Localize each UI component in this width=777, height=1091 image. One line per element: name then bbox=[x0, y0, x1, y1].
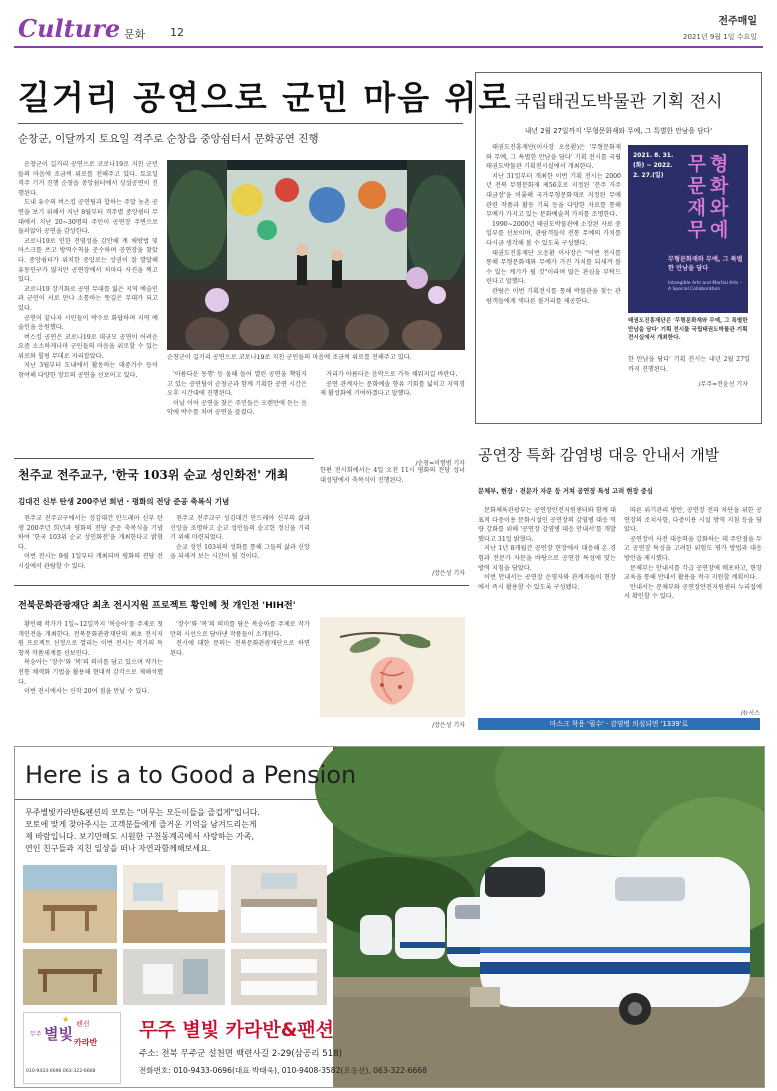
hih-top-rule bbox=[14, 585, 469, 586]
logo-star-icon: ★ bbox=[62, 1015, 70, 1024]
ad-intro bbox=[25, 807, 325, 855]
poster-subtitle: 무형문화재와 무예, 그 특별한 만남을 담다 bbox=[668, 256, 743, 272]
poster-title-char: 재 bbox=[687, 197, 710, 219]
hih-col1 bbox=[18, 620, 163, 732]
lead-paragraph: 공연이 끝나자 시민들이 박수로 화답하며 지역 예술인을 응원했다. bbox=[18, 314, 158, 332]
ad-thumb-interior bbox=[123, 865, 225, 943]
masthead-rule bbox=[14, 46, 763, 48]
lead-col1 bbox=[18, 160, 158, 470]
lead-paragraph: 코로나19 장기화로 공연 무대를 잃은 지역 예술인과 군민이 서로 만나 소통하는 뜻깊은 무대가 되고 있다. bbox=[18, 285, 158, 312]
poster-caption: 태권도진흥재단은 '무형문화재와 무예, 그 특별한 만남을 담다' 기획 전시를 국립태권도박물관 기획전시실에서 개최한다. bbox=[628, 318, 748, 342]
museum-paragraph: 태권도진흥재단 오응환 이사장은 "이번 전시를 통해 무형문화재와 무예가 가진 가치를 되새겨 볼 수 있는 계기가 될 것"이라며 많은 관심을 부탁드린다고 말했다. bbox=[486, 249, 621, 286]
cathedral-paragraph: 이번 전시는 9월 1일부터 개최되며 평화의 전당 전시실에서 관람할 수 있다. bbox=[18, 553, 163, 570]
hih-headline: 전북문화관광재단 최초 전시지원 프로젝트 황인혜 첫 개인전 'HIH전' bbox=[18, 600, 296, 611]
hih-paragraph: '장수'와 '복'의 의미를 담은 복숭아를 주제로 작가만의 시선으로 담아낸 작품들이 소개된다. bbox=[170, 621, 310, 638]
peach-icon bbox=[320, 617, 465, 717]
lead-paragraph: 도내 유수의 버스킹 공연팀과 합하는 주말 농촌 공연을 보기 위해서 지난 8월부터 격주별 중앙쉼터 무대에서 지난 20~30명의 주민이 공연장 주변으로 둘러앉아 공연을 감상한다. bbox=[18, 199, 158, 236]
venue-subhead: 문체부, 현장 · 전문가 자문 등 거쳐 공연장 특성 고려 현장 중심 bbox=[478, 488, 653, 495]
exhibition-poster bbox=[628, 145, 748, 313]
lead-rule bbox=[18, 123, 463, 124]
pension-ad bbox=[14, 746, 765, 1088]
ad-intro-line: 모토에 맞게 찾아주시는 고객분들에게 즐거운 기억을 남겨드리는게 bbox=[25, 820, 257, 829]
ad-title-rule bbox=[15, 799, 333, 800]
ad-thumb-table bbox=[23, 949, 117, 1005]
venue-paragraph: 문화체육관광부는 공연장안전지원센터와 함께 대표적 다중이용 문화시설인 공연장의 감염병 대응 역량 강화를 위해 '공연장 감염병 대응 안내서'를 개발했다고 31일 밝혔다. bbox=[478, 507, 616, 543]
lead-photo bbox=[167, 160, 465, 350]
venue-paragraph: 문체부는 안내서를 각급 공연장에 배포하고, 현장 교육을 통해 안내서 활용을 적극 지원할 계획이다. bbox=[624, 564, 762, 582]
venue-paragraph: 지난 1년 8개월간 공연장 현장에서 대응해 온 경험과 전문가 자문을 바탕으로 공연장 특성에 맞는 방역 지침을 담았다. bbox=[478, 545, 616, 572]
lead-subhead: 순창군, 이달까지 토요일 격주로 순창읍 중앙쉼터서 문화공연 진행 bbox=[18, 133, 319, 145]
ad-intro-line: 무주별빛카라반&펜션의 모토는 "머무는 모든이들을 즐겁게"입니다. bbox=[25, 808, 260, 817]
venue-col1 bbox=[478, 506, 616, 714]
lead-photo-caption: 순창군이 길거리 공연으로 코로나19로 지친 군민들의 마음에 조금씩 위로를 전해주고 있다. bbox=[167, 354, 412, 361]
museum-body bbox=[486, 143, 621, 413]
museum-credit: /무주=전윤선 기자 bbox=[698, 381, 748, 388]
museum-paragraph: 태권도진흥재단(이사장 오응환)은 '무형문화재와 무예, 그 특별한 만남을 담다' 기획 전시를 국립태권도박물관 기획전시실에서 개최한다. bbox=[486, 144, 621, 171]
venue-col2 bbox=[624, 506, 762, 706]
section-en: Culture bbox=[18, 14, 121, 43]
hih-paragraph: 전시에 대한 문의는 전북문화관광재단으로 하면 된다. bbox=[170, 640, 310, 657]
cathedral-col3: 한편 전시회에서는 4일 오전 11시 평화의 전당 성녀 대성당에서 축복식이 진행된다. bbox=[320, 467, 465, 484]
ad-title: Here is a to Good a Pension bbox=[25, 761, 357, 789]
cathedral-headline: 천주교 전주교구, '한국 103위 순교 성인화전' 개최 bbox=[18, 468, 289, 482]
masthead bbox=[14, 12, 763, 48]
poster-title-char: 형 bbox=[710, 153, 733, 175]
poster-title-char: 예 bbox=[710, 219, 733, 241]
logo-phone: 010-9433-0696 063-322-6668 bbox=[26, 1069, 96, 1074]
ad-thumb-bunk bbox=[231, 949, 327, 1005]
venue-paragraph: 따른 위기관리 방안, 공연장 전파 차단을 위한 공연장의 조치사항, 다중이용 시설 방역 지침 등을 담았다. bbox=[624, 507, 762, 534]
lead-paragraph: 지난 3월부터 도내에서 활동하는 대중가수 등이 참여해 다양한 장르의 공연을 선보이고 있다. bbox=[18, 362, 158, 380]
lead-paragraph: 공연 관계자는 문화예술 향유 기회를 넓히고 지역경제 활성화에 기여하겠다고 말했다. bbox=[320, 380, 465, 398]
cathedral-top-rule bbox=[14, 458, 314, 459]
ad-intro-line: 연인 친구들과 지친 일상을 떠나 자연과함께해보세요. bbox=[25, 844, 211, 853]
poster-title-char: 무 bbox=[687, 219, 710, 241]
section-ko: 문화 bbox=[124, 28, 146, 41]
poster-subtitle-en: Intangible Arts and Martial Arts – A Special Collaboration bbox=[668, 281, 742, 292]
lead-headline: 길거리 공연으로 군민 마음 위로 bbox=[18, 78, 513, 117]
lead-paragraph: 거리가 아름다운 음악으로 가득 채워지길 바란다. bbox=[326, 371, 458, 378]
lead-paragraph: 버스킹 공연은 코로나19로 대규모 공연이 어려운 요즘 소소하게나마 군민들의 마음을 위로할 수 있는 위로와 힐링 무대로 자리잡았다. bbox=[18, 333, 158, 360]
lead-paragraph: 순창군이 길거리 공연으로 코로나19로 지친 군민들의 마음에 조금씩 위로를 전해주고 있다. 토요일 격주 기거 진행 순창읍 중앙쉼터에서 상설공연이 진행된다. bbox=[18, 161, 158, 197]
cathedral-paragraph: 천주교 전주교구 성김대건 안드레아 신부의 삶과 신앙을 조명하고 순교 성인들의 숭고한 정신을 기리기 위해 마련되었다. bbox=[170, 515, 310, 542]
cathedral-col1 bbox=[18, 514, 163, 576]
logo-muju: 무주 bbox=[30, 1031, 42, 1038]
issue-date: 2021년 9월 1일 수요일 bbox=[683, 33, 757, 41]
logo-caravan: 카라반 bbox=[74, 1038, 98, 1047]
museum-tail: 한 만남을 담다' 기획 전시는 내년 2월 27일까지 진행된다. bbox=[628, 356, 750, 373]
mask-banner: 마스크 착용 '필수' · 감염병 의심되면 '1339'로 bbox=[478, 718, 760, 730]
cathedral-paragraph: 천주교 전주교구에서는 성김대건 안드레아 신부 탄생 200주년 희년과 평화의 전당 준공 축복식을 기념하여 '한국 103위 순교 성인화전'을 개최한다고 밝혔다. bbox=[18, 515, 163, 551]
ad-thumb-bathroom bbox=[123, 949, 225, 1005]
ad-thumb-bedroom bbox=[231, 865, 327, 943]
lead-paragraph: 이날 이어 공연을 찾은 주민들은 오랜만에 듣는 음악에 박수를 치며 공연을 즐겼다. bbox=[167, 399, 307, 417]
ad-phone: 전화번호: 010-9433-0696(대표 박태욱), 010-9408-3582(오응선), 063-322-6668 bbox=[139, 1066, 427, 1075]
cathedral-col2 bbox=[170, 514, 310, 576]
venue-paragraph: 이번 안내서는 공연장 운영자와 관계자들이 현장에서 즉시 활용할 수 있도록 구성됐다. bbox=[478, 574, 616, 591]
poster-title-char: 와 bbox=[710, 197, 733, 219]
poster-date: 2021. 8. 31.(화) ~ 2022. 2. 27.(일) bbox=[633, 152, 674, 179]
logo-byeolbit: 별빛 bbox=[44, 1025, 73, 1043]
lead-col3 bbox=[320, 370, 465, 458]
street-performance-illustration bbox=[167, 160, 465, 350]
ad-address: 주소: 전북 무주군 설천면 백련사길 2-29(삼공리 518) bbox=[139, 1049, 343, 1059]
ad-thumb-deck bbox=[23, 865, 117, 943]
cathedral-credit: /장은성 기자 bbox=[432, 570, 465, 577]
museum-headline: 국립태권도박물관 기획 전시 bbox=[514, 92, 723, 112]
museum-paragraph: 1990~2000년 태권도박물관에 소장된 자료 중 일부를 선보이며, 관람객들이 전통 무예의 가치를 다시금 생각해 볼 수 있도록 구성했다. bbox=[486, 220, 621, 247]
lead-paragraph: '아름다운 동행' 등 올해 들어 열린 공연을 책임지고 있는 공연팀이 순창군과 함께 기획한 공연 시간은 오후 시간대에 진행된다. bbox=[167, 371, 307, 398]
hih-paragraph: 황인혜 작가가 1일~12일까지 '복숭아'를 주제로 첫 개인전을 개최한다. 전북문화관광재단의 최초 전시지원 프로젝트 선정으로 열리는 이번 전시는 작가의 독창적 작품세계를 선보인다. bbox=[18, 621, 163, 657]
caravan-near bbox=[470, 857, 750, 1025]
venue-paragraph: 공연장이 사전 대응력을 강화하는 데 주안점을 두고 공연장 특성을 고려한 위험도 평가 방법과 대응 방안을 제시했다. bbox=[624, 535, 762, 562]
hih-paragraph: 복숭아는 '장수'와 '복'의 의미를 담고 있으며 작가는 전통 채색화 기법을 활용해 현대적 감각으로 재해석했다. bbox=[18, 659, 163, 686]
lead-col2 bbox=[167, 370, 307, 470]
poster-title-char: 화 bbox=[710, 175, 733, 197]
museum-paragraph: 지난 31일부터 개최한 이번 기획 전시는 2000년 전북 무형문화재 제56호로 지정된 '전주 거주 대금장'을 비롯해 국가무형문화재로 지정된 무예 관련 작품과 활동 기록 등을 다양한 자료를 통해 무예가 가지고 있는 문화예술적 가치를 조명한다. bbox=[486, 172, 621, 219]
venue-paragraph: 안내서는 문체부와 공연장안전지원센터 누리집에서 확인할 수 있다. bbox=[624, 583, 762, 601]
ad-logo bbox=[23, 1012, 121, 1084]
ad-brand: 무주 별빛 카라반&팬션 bbox=[139, 1019, 334, 1041]
lead-paragraph: 코로나19로 인한 전염성을 감안해 계 체방법 및 마스크를 쓰고 방역수칙을 준수하며 공연장을 찾았다. 중앙쉼터가 위치한 중앙로는 상권이 잘 발달해 유동인구가 많지만 공연장에서 처마다 사진을 찍고 있다. bbox=[18, 237, 158, 284]
hih-col2 bbox=[170, 620, 310, 720]
museum-paragraph: 관람은 이번 기획전시를 통해 박물관을 찾는 관람객들에게 색다른 볼거리를 제공한다. bbox=[486, 287, 621, 305]
ad-intro-line: 제 바람입니다. 보기만해도 시원한 구천동계곡에서 사랑하는 가족, bbox=[25, 832, 254, 841]
lead-credit: /순창=이형범 기자 bbox=[415, 460, 465, 467]
poster-title-char: 문 bbox=[687, 175, 710, 197]
museum-subhead: 내년 2월 27일까지 '무형문화재와 무예, 그 특별한 만남을 담다' bbox=[524, 127, 713, 135]
paper-name: 전주매일 bbox=[718, 16, 757, 27]
hih-credit: /장은성 기자 bbox=[432, 722, 465, 729]
hih-paragraph: 이번 전시에서는 신작 20여 점을 만날 수 있다. bbox=[24, 688, 150, 696]
venue-credit: /뉴시스 bbox=[740, 710, 760, 717]
logo-pension: 펜션 bbox=[76, 1020, 90, 1028]
page-number: 12 bbox=[170, 26, 184, 39]
venue-headline: 공연장 특화 감염병 대응 안내서 개발 bbox=[478, 446, 720, 464]
peach-painting bbox=[320, 617, 465, 717]
poster-title bbox=[676, 153, 744, 241]
cathedral-subhead: 김대건 신부 탄생 200주년 희년 · 평화의 전당 준공 축복식 기념 bbox=[18, 497, 230, 506]
cathedral-paragraph: 순교 성인 103위의 성화를 통해 그들의 삶과 신앙을 되새겨 보는 시간이 될 것이다. bbox=[170, 543, 310, 561]
poster-title-char: 무 bbox=[687, 153, 710, 175]
museum-box bbox=[475, 72, 762, 424]
